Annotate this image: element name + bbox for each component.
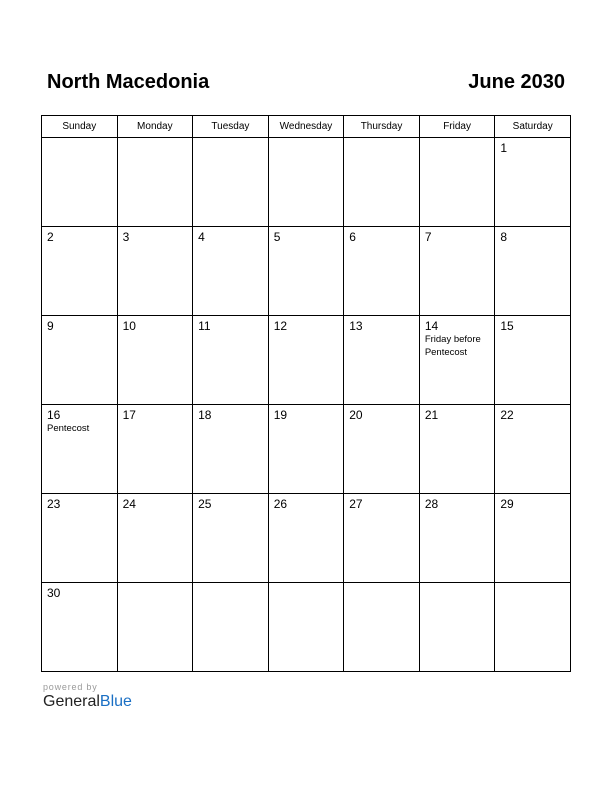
- day-cell: [344, 227, 420, 316]
- day-cell: [268, 494, 344, 583]
- branding: [43, 682, 132, 711]
- day-cell: [495, 227, 571, 316]
- day-cell: [117, 405, 193, 494]
- day-cell: [344, 494, 420, 583]
- country-title: North Macedonia: [47, 71, 210, 93]
- weekday-header-wednesday: Wednesday: [268, 116, 344, 138]
- day-number: 27: [349, 497, 363, 511]
- brand-blue-text: Blue: [99, 693, 132, 710]
- day-cell: [117, 494, 193, 583]
- day-cell: [42, 316, 118, 405]
- weekday-header-tuesday: Tuesday: [193, 116, 269, 138]
- day-cell: [495, 138, 571, 227]
- day-number: 26: [273, 497, 288, 511]
- powered-by-label: powered by: [43, 682, 98, 692]
- day-cell: [42, 583, 118, 672]
- day-number: 13: [349, 319, 363, 333]
- day-cell: [268, 405, 344, 494]
- day-number: 18: [198, 408, 212, 422]
- day-number: 23: [47, 497, 61, 511]
- day-number: 20: [349, 408, 363, 422]
- day-number: 3: [122, 230, 130, 244]
- day-cell: [495, 405, 571, 494]
- day-cell: [268, 138, 344, 227]
- weekday-header-friday: Friday: [419, 116, 495, 138]
- day-cell: [495, 316, 571, 405]
- day-number: 14: [424, 319, 439, 333]
- day-cell: [117, 227, 193, 316]
- day-cell: [419, 227, 495, 316]
- day-cell: [419, 494, 495, 583]
- day-number: 29: [500, 497, 514, 511]
- week-row: [42, 583, 571, 672]
- day-cell: [42, 405, 118, 494]
- weekday-header-monday: Monday: [117, 116, 193, 138]
- weekday-header-row: [42, 116, 571, 138]
- brand-general-text: General: [43, 693, 100, 710]
- holiday-label: Friday before Pentecost: [424, 334, 481, 358]
- day-number: 30: [47, 586, 61, 600]
- day-cell: [117, 138, 193, 227]
- day-cell: [495, 494, 571, 583]
- day-number: 28: [424, 497, 439, 511]
- day-cell: [117, 316, 193, 405]
- month-title: June 2030: [468, 71, 565, 93]
- holiday-label: Pentecost: [47, 423, 90, 434]
- day-cell: [193, 316, 269, 405]
- day-number: 12: [273, 319, 288, 333]
- day-cell: [344, 583, 420, 672]
- day-number: 16: [47, 408, 61, 422]
- day-cell: [193, 494, 269, 583]
- weekday-header-saturday: Saturday: [495, 116, 571, 138]
- day-cell: [419, 316, 495, 405]
- day-number: 24: [122, 497, 136, 511]
- day-cell: [344, 405, 420, 494]
- day-cell: [419, 405, 495, 494]
- day-cell: [193, 227, 269, 316]
- day-number: 1: [500, 141, 508, 155]
- week-row: [42, 138, 571, 227]
- day-number: 10: [122, 319, 136, 333]
- day-number: 19: [273, 408, 288, 422]
- day-number: 7: [424, 230, 432, 244]
- day-cell: [268, 583, 344, 672]
- day-number: 5: [273, 230, 281, 244]
- day-cell: [268, 316, 344, 405]
- day-number: 8: [500, 230, 508, 244]
- day-cell: [117, 583, 193, 672]
- day-cell: [419, 138, 495, 227]
- day-number: 21: [424, 408, 439, 422]
- day-number: 9: [47, 319, 54, 333]
- week-row: [42, 316, 571, 405]
- weekday-header-thursday: Thursday: [344, 116, 420, 138]
- day-cell: [42, 227, 118, 316]
- calendar-table: [41, 115, 571, 672]
- day-cell: [419, 583, 495, 672]
- day-cell: [193, 583, 269, 672]
- day-number: 15: [500, 319, 514, 333]
- day-cell: [495, 583, 571, 672]
- day-cell: [42, 138, 118, 227]
- day-number: 17: [122, 408, 136, 422]
- calendar-grid: [41, 115, 571, 674]
- day-number: 22: [500, 408, 514, 422]
- day-number: 2: [47, 230, 54, 244]
- day-cell: [268, 227, 344, 316]
- day-number: 25: [198, 497, 212, 511]
- day-cell: [344, 138, 420, 227]
- week-row: [42, 494, 571, 583]
- day-number: 11: [198, 319, 211, 333]
- week-row: [42, 227, 571, 316]
- day-cell: [42, 494, 118, 583]
- day-cell: [193, 138, 269, 227]
- day-cell: [193, 405, 269, 494]
- calendar-body: [42, 138, 571, 672]
- week-row: [42, 405, 571, 494]
- day-number: 6: [349, 230, 356, 244]
- brand-logo[interactable]: [43, 693, 132, 711]
- day-number: 4: [198, 230, 205, 244]
- weekday-header-sunday: Sunday: [42, 116, 118, 138]
- day-cell: [344, 316, 420, 405]
